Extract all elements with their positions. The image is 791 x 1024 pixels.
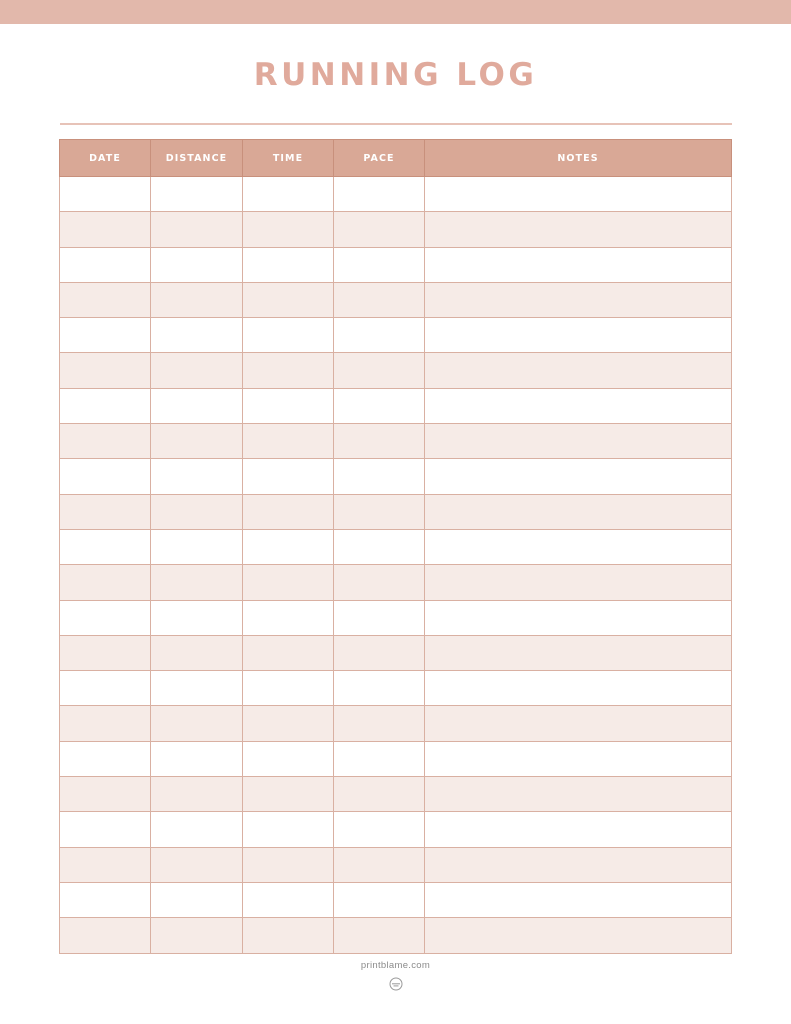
cell-time[interactable]: [243, 353, 334, 388]
cell-date[interactable]: [60, 247, 151, 282]
cell-date[interactable]: [60, 424, 151, 459]
cell-notes[interactable]: [425, 882, 732, 917]
cell-time[interactable]: [243, 671, 334, 706]
cell-distance[interactable]: [151, 353, 243, 388]
table-row: [60, 353, 732, 388]
cell-pace[interactable]: [334, 777, 425, 812]
cell-time[interactable]: [243, 918, 334, 953]
cell-time[interactable]: [243, 600, 334, 635]
cell-pace[interactable]: [334, 565, 425, 600]
table-row: [60, 882, 732, 917]
cell-date[interactable]: [60, 353, 151, 388]
cell-notes[interactable]: [425, 706, 732, 741]
table-body: [60, 177, 732, 954]
column-header-distance: DISTANCE: [151, 140, 243, 177]
cell-distance[interactable]: [151, 212, 243, 247]
cell-notes[interactable]: [425, 247, 732, 282]
page-content: [0, 24, 791, 954]
cell-distance[interactable]: [151, 529, 243, 564]
cell-pace[interactable]: [334, 247, 425, 282]
cell-time[interactable]: [243, 529, 334, 564]
table-row: [60, 177, 732, 212]
cell-time[interactable]: [243, 459, 334, 494]
cell-pace[interactable]: [334, 671, 425, 706]
cell-date[interactable]: [60, 565, 151, 600]
cell-time[interactable]: [243, 282, 334, 317]
cell-notes[interactable]: [425, 282, 732, 317]
cell-notes[interactable]: [425, 459, 732, 494]
cell-distance[interactable]: [151, 741, 243, 776]
cell-time[interactable]: [243, 812, 334, 847]
cell-date[interactable]: [60, 671, 151, 706]
cell-notes[interactable]: [425, 177, 732, 212]
cell-date[interactable]: [60, 600, 151, 635]
cell-notes[interactable]: [425, 529, 732, 564]
cell-distance[interactable]: [151, 494, 243, 529]
cell-time[interactable]: [243, 177, 334, 212]
cell-pace[interactable]: [334, 635, 425, 670]
cell-distance[interactable]: [151, 600, 243, 635]
cell-distance[interactable]: [151, 282, 243, 317]
cell-pace[interactable]: [334, 212, 425, 247]
table-row: [60, 600, 732, 635]
cell-notes[interactable]: [425, 600, 732, 635]
table-row: [60, 529, 732, 564]
cell-pace[interactable]: [334, 424, 425, 459]
cell-time[interactable]: [243, 212, 334, 247]
cell-date[interactable]: [60, 318, 151, 353]
page-footer: [0, 960, 791, 991]
cell-date[interactable]: [60, 882, 151, 917]
cell-date[interactable]: [60, 777, 151, 812]
table-row: [60, 918, 732, 953]
cell-distance[interactable]: [151, 388, 243, 423]
cell-distance[interactable]: [151, 671, 243, 706]
cell-date[interactable]: [60, 918, 151, 953]
cell-date[interactable]: [60, 177, 151, 212]
column-header-notes: NOTES: [425, 140, 732, 177]
cell-time[interactable]: [243, 247, 334, 282]
table-row: [60, 212, 732, 247]
running-log-table: [59, 139, 732, 954]
table-row: [60, 706, 732, 741]
cell-pace[interactable]: [334, 847, 425, 882]
cell-date[interactable]: [60, 847, 151, 882]
column-header-pace: PACE: [334, 140, 425, 177]
cell-distance[interactable]: [151, 918, 243, 953]
cell-notes[interactable]: [425, 812, 732, 847]
cell-pace[interactable]: [334, 741, 425, 776]
cell-time[interactable]: [243, 318, 334, 353]
cell-notes[interactable]: [425, 212, 732, 247]
cell-pace[interactable]: [334, 353, 425, 388]
cell-pace[interactable]: [334, 706, 425, 741]
cell-distance[interactable]: [151, 635, 243, 670]
cell-distance[interactable]: [151, 777, 243, 812]
cell-notes[interactable]: [425, 565, 732, 600]
cell-notes[interactable]: [425, 741, 732, 776]
cell-time[interactable]: [243, 494, 334, 529]
cell-time[interactable]: [243, 565, 334, 600]
cell-pace[interactable]: [334, 882, 425, 917]
cell-distance[interactable]: [151, 706, 243, 741]
cell-notes[interactable]: [425, 671, 732, 706]
cell-notes[interactable]: [425, 424, 732, 459]
table-row: [60, 388, 732, 423]
table-row: [60, 741, 732, 776]
cell-date[interactable]: [60, 812, 151, 847]
cell-distance[interactable]: [151, 424, 243, 459]
cell-time[interactable]: [243, 424, 334, 459]
top-color-band: [0, 0, 791, 24]
cell-pace[interactable]: [334, 282, 425, 317]
cell-distance[interactable]: [151, 812, 243, 847]
table-row: [60, 565, 732, 600]
cell-date[interactable]: [60, 459, 151, 494]
cell-time[interactable]: [243, 388, 334, 423]
cell-distance[interactable]: [151, 247, 243, 282]
table-header-row: [60, 140, 732, 177]
cell-pace[interactable]: [334, 177, 425, 212]
page-title: RUNNING LOG: [253, 57, 538, 93]
cell-notes[interactable]: [425, 388, 732, 423]
cell-notes[interactable]: [425, 918, 732, 953]
cell-distance[interactable]: [151, 882, 243, 917]
cell-notes[interactable]: [425, 777, 732, 812]
table-row: [60, 282, 732, 317]
cell-pace[interactable]: [334, 812, 425, 847]
cell-time[interactable]: [243, 635, 334, 670]
footer-site-label: printblame.com: [360, 960, 431, 971]
column-header-time: TIME: [243, 140, 334, 177]
cell-notes[interactable]: [425, 635, 732, 670]
cell-pace[interactable]: [334, 918, 425, 953]
table-row: [60, 494, 732, 529]
table-row: [60, 318, 732, 353]
table-row: [60, 635, 732, 670]
column-header-date: DATE: [60, 140, 151, 177]
table-row: [60, 847, 732, 882]
table-row: [60, 777, 732, 812]
cell-pace[interactable]: [334, 459, 425, 494]
cell-date[interactable]: [60, 706, 151, 741]
cell-date[interactable]: [60, 282, 151, 317]
cell-date[interactable]: [60, 212, 151, 247]
cell-distance[interactable]: [151, 177, 243, 212]
table-row: [60, 671, 732, 706]
cell-date[interactable]: [60, 741, 151, 776]
cell-time[interactable]: [243, 706, 334, 741]
cell-time[interactable]: [243, 777, 334, 812]
title-divider: [60, 123, 732, 125]
cell-time[interactable]: [243, 847, 334, 882]
cell-pace[interactable]: [334, 494, 425, 529]
cell-distance[interactable]: [151, 459, 243, 494]
logo-mark-icon: [0, 977, 791, 991]
table-row: [60, 247, 732, 282]
cell-date[interactable]: [60, 388, 151, 423]
cell-time[interactable]: [243, 882, 334, 917]
table-row: [60, 812, 732, 847]
table-row: [60, 424, 732, 459]
cell-pace[interactable]: [334, 529, 425, 564]
cell-distance[interactable]: [151, 847, 243, 882]
cell-notes[interactable]: [425, 494, 732, 529]
cell-pace[interactable]: [334, 318, 425, 353]
cell-pace[interactable]: [334, 600, 425, 635]
cell-distance[interactable]: [151, 318, 243, 353]
cell-date[interactable]: [60, 494, 151, 529]
cell-notes[interactable]: [425, 353, 732, 388]
cell-date[interactable]: [60, 529, 151, 564]
cell-distance[interactable]: [151, 565, 243, 600]
cell-notes[interactable]: [425, 847, 732, 882]
cell-pace[interactable]: [334, 388, 425, 423]
table-header: [60, 140, 732, 177]
cell-notes[interactable]: [425, 318, 732, 353]
table-row: [60, 459, 732, 494]
cell-date[interactable]: [60, 635, 151, 670]
cell-time[interactable]: [243, 741, 334, 776]
